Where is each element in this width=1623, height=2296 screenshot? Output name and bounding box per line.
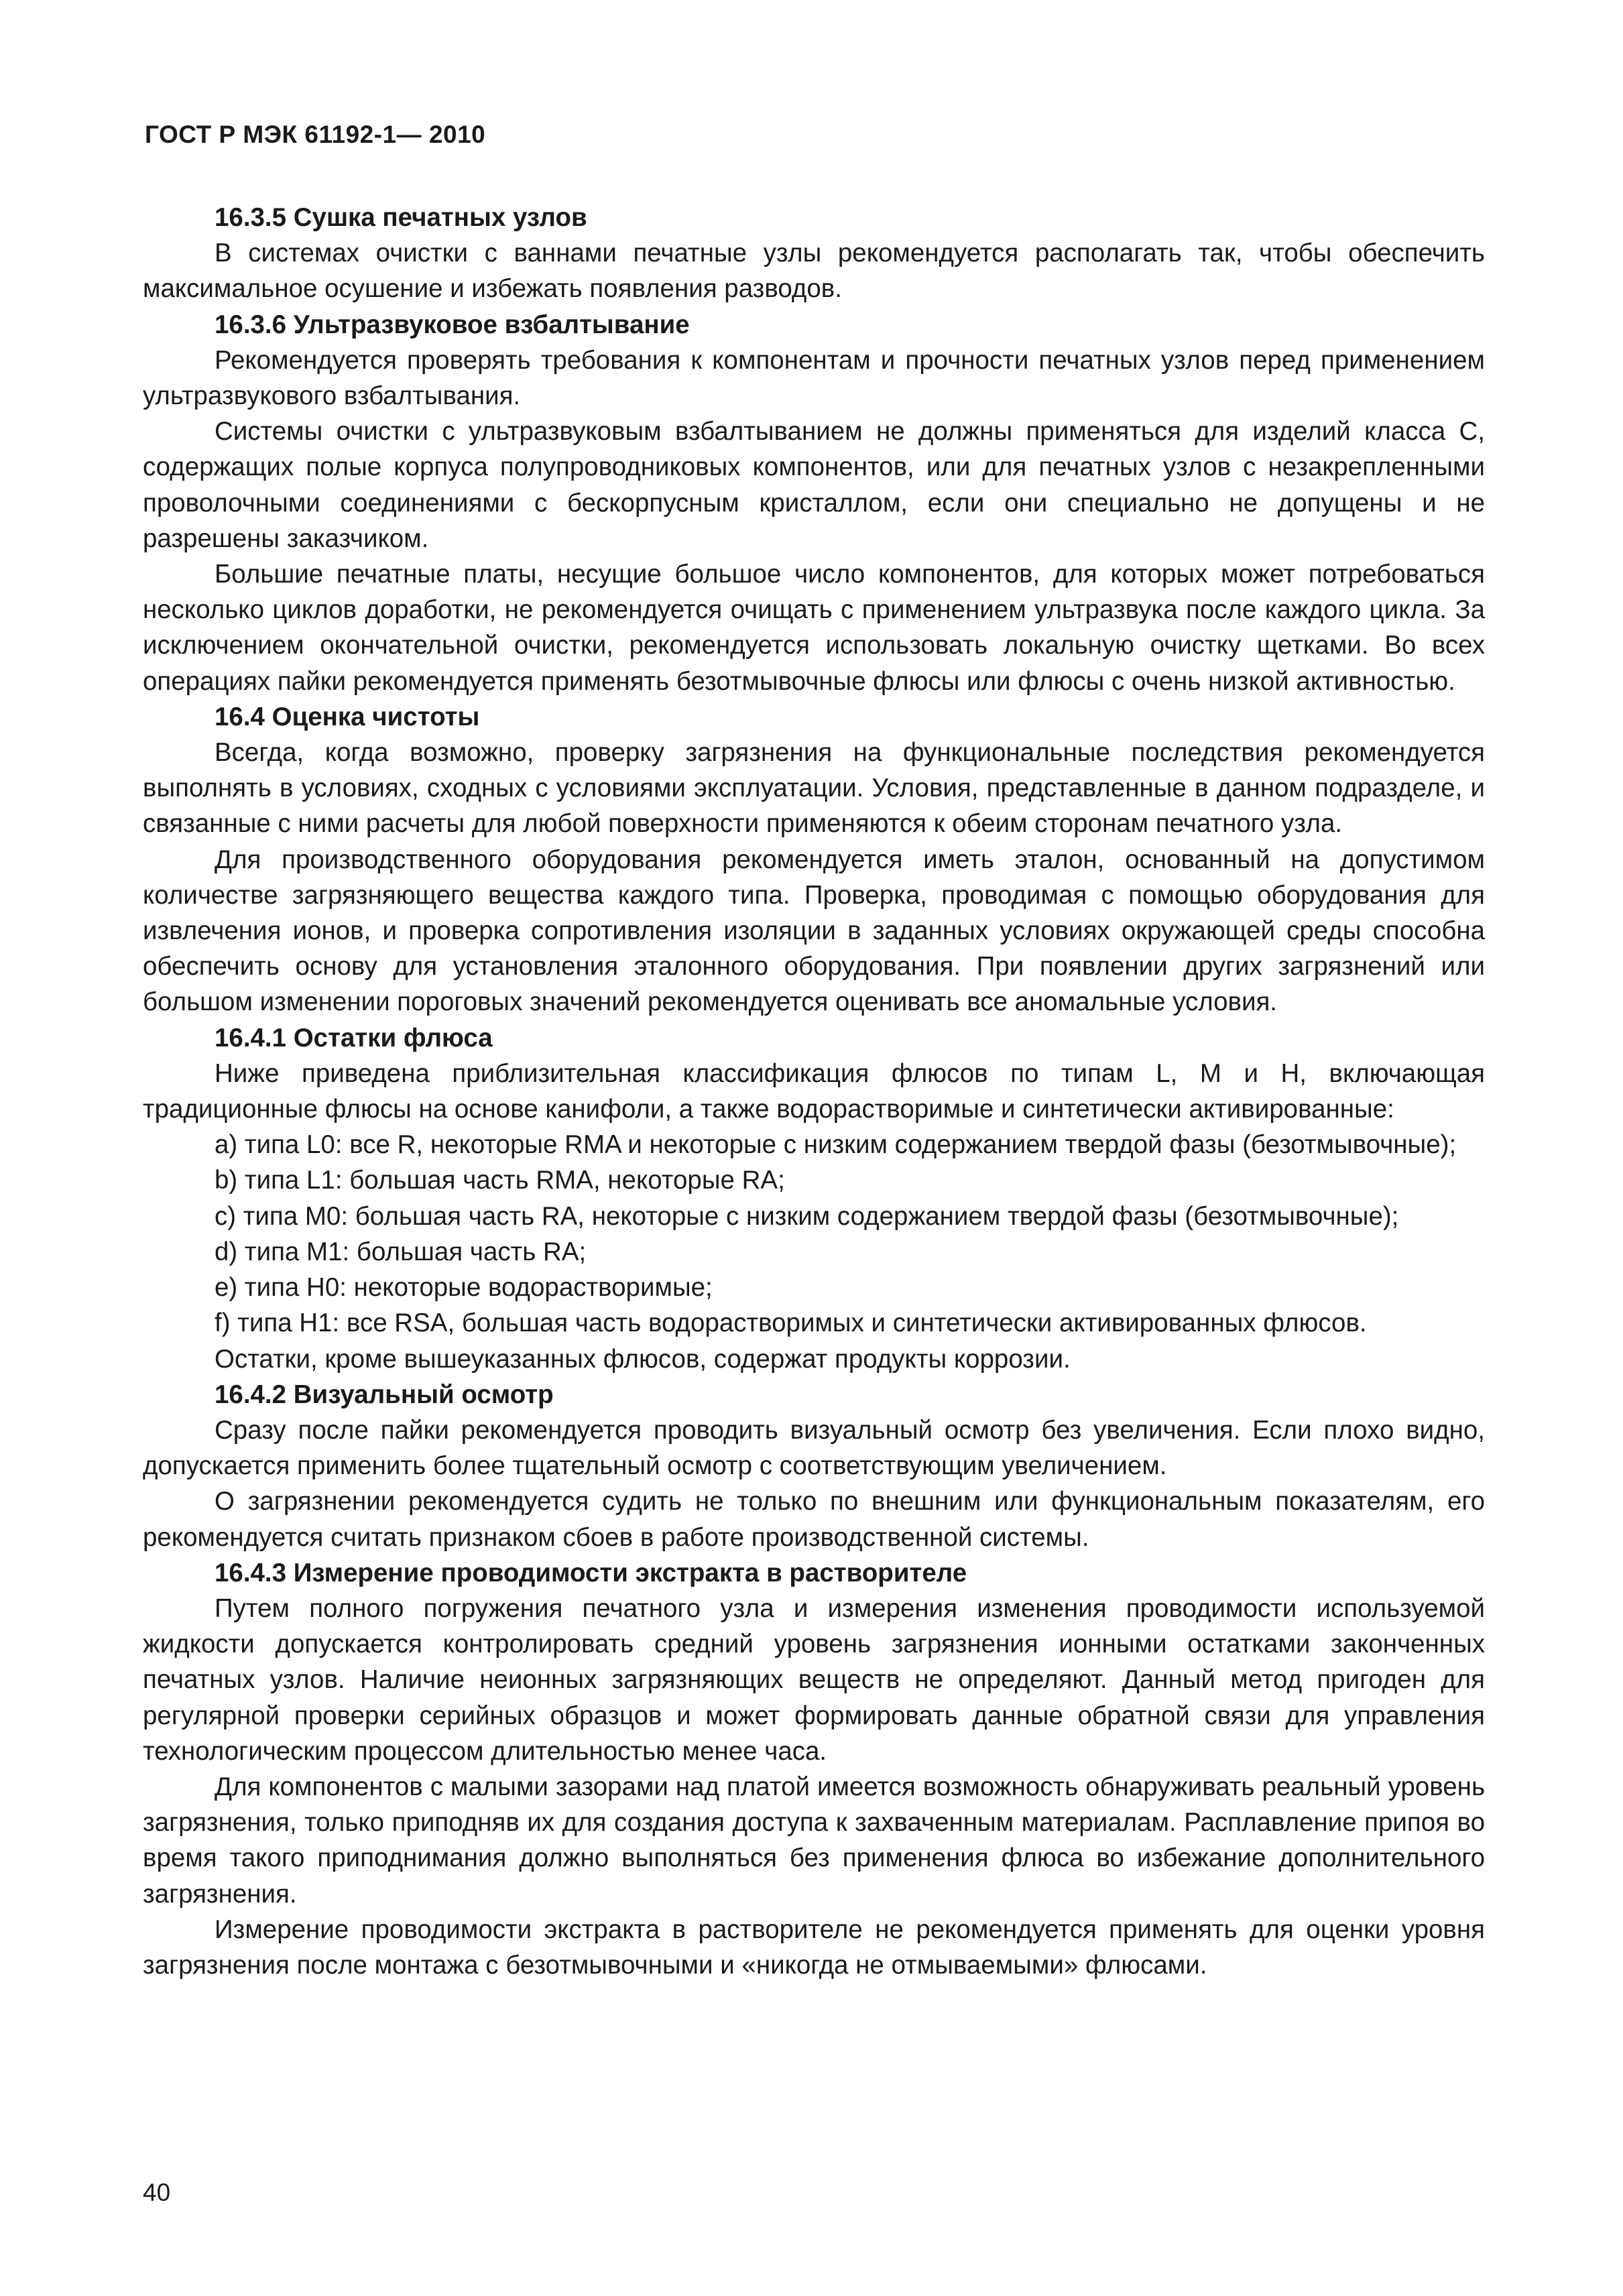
paragraph: Рекомендуется проверять требования к компонентам и прочности печатных узлов перед применением ультразвукового взбалтывания.: [143, 345, 1485, 411]
paragraph: Измерение проводимости экстракта в растворителе не рекомендуется применять для оценки уровня загрязнения после монтажа с безотмывочными и «никогда не отмываемыми» флюсами.: [143, 1915, 1485, 1980]
paragraph: Всегда, когда возможно, проверку загрязнения на функциональные последствия рекомендуется выполнять в условиях, сходных с условиями эксплуатации. Условия, представленные в данном подразделе, и связанные с ними расчеты для любой поверхности применяются к обеим сторонам печатного узла.: [143, 738, 1485, 839]
paragraph: Ниже приведена приблизительная классификация флюсов по типам L, M и H, включающая традиционные флюсы на основе канифоли, а также водорастворимые и синтетически активированные:: [143, 1059, 1485, 1124]
section-heading: 16.3.6 Ультразвуковое взбалтывание: [215, 310, 690, 339]
paragraph: Сразу после пайки рекомендуется проводить визуальный осмотр без увеличения. Если плохо видно, допускается применить более тщательный осмотр с соответствующим увеличением.: [143, 1415, 1485, 1481]
paragraph: О загрязнении рекомендуется судить не только по внешним или функциональным показателям, его рекомендуется считать признаком сбоев в работе производственной системы.: [143, 1487, 1485, 1552]
paragraph: b) типа L1: большая часть RMA, некоторые RA;: [215, 1166, 785, 1195]
section-heading: 16.4.2 Визуальный осмотр: [215, 1380, 554, 1409]
paragraph: c) типа M0: большая часть RA, некоторые с низким содержанием твердой фазы (безотмывочные);: [215, 1201, 1399, 1231]
paragraph: В системах очистки с ваннами печатные узлы рекомендуется располагать так, чтобы обеспечить максимальное осушение и избежать появления разводов.: [143, 239, 1485, 304]
paragraph: f) типа H1: все RSA, большая часть водорастворимых и синтетически активированных флюсов.: [215, 1309, 1367, 1338]
section-heading: 16.4.1 Остатки флюса: [215, 1023, 493, 1052]
paragraph: Для производственного оборудования рекомендуется иметь эталон, основанный на допустимом количестве загрязняющего вещества каждого типа. Проверка, проводимая с помощью оборудования для извлечения ионов, и проверка сопротивления изоляции в заданных условиях окружающей среды способна обеспечить основу для установления эталонного оборудования. При появлении других загрязнений или большом изменении пороговых значений рекомендуется оценивать все аномальные условия.: [143, 845, 1485, 1017]
section-heading: 16.4 Оценка чистоты: [215, 702, 480, 731]
paragraph: d) типа M1: большая часть RA;: [215, 1237, 587, 1266]
paragraph: Остатки, кроме вышеуказанных флюсов, содержат продукты коррозии.: [215, 1344, 1071, 1374]
paragraph: e) типа H0: некоторые водорастворимые;: [215, 1273, 713, 1303]
document-body: [143, 200, 1485, 1983]
section-heading: 16.4.3 Измерение проводимости экстракта в растворителе: [215, 1558, 967, 1587]
paragraph: Путем полного погружения печатного узла и измерения изменения проводимости используемой жидкости допускается контролировать средний уровень загрязнения ионными остатками законченных печатных узлов. Наличие неионных загрязняющих веществ не определяют. Данный метод пригоден для регулярной проверки серийных образцов и может формировать данные обратной связи для управления технологическим процессом длительностью менее часа.: [143, 1593, 1485, 1766]
document-header: ГОСТ Р МЭК 61192-1— 2010: [145, 121, 486, 148]
paragraph: a) типа L0: все R, некоторые RMA и некоторые с низким содержанием твердой фазы (безотмывочные);: [215, 1130, 1457, 1160]
section-heading: 16.3.5 Сушка печатных узлов: [215, 203, 587, 232]
page-number: 40: [143, 2179, 171, 2206]
paragraph: Большие печатные платы, несущие большое число компонентов, для которых может потребоваться несколько циклов доработки, не рекомендуется очищать с применением ультразвука после каждого цикла. За исключением окончательной очистки, рекомендуется использовать локальную очистку щетками. Во всех операциях пайки рекомендуется применять безотмывочные флюсы или флюсы с очень низкой активностью.: [143, 560, 1485, 696]
paragraph: Системы очистки с ультразвуковым взбалтыванием не должны применяться для изделий класса С, содержащих полые корпуса полупроводниковых компонентов, или для печатных узлов с незакрепленными проволочными соединениями с бескорпусным кристаллом, если они специально не допущены и не разрешены заказчиком.: [143, 417, 1485, 553]
paragraph: Для компонентов с малыми зазорами над платой имеется возможность обнаруживать реальный уровень загрязнения, только приподняв их для создания доступа к захваченным материалам. Расплавление припоя во время такого приподнимания должно выполняться без применения флюса во избежание дополнительного загрязнения.: [143, 1772, 1485, 1909]
